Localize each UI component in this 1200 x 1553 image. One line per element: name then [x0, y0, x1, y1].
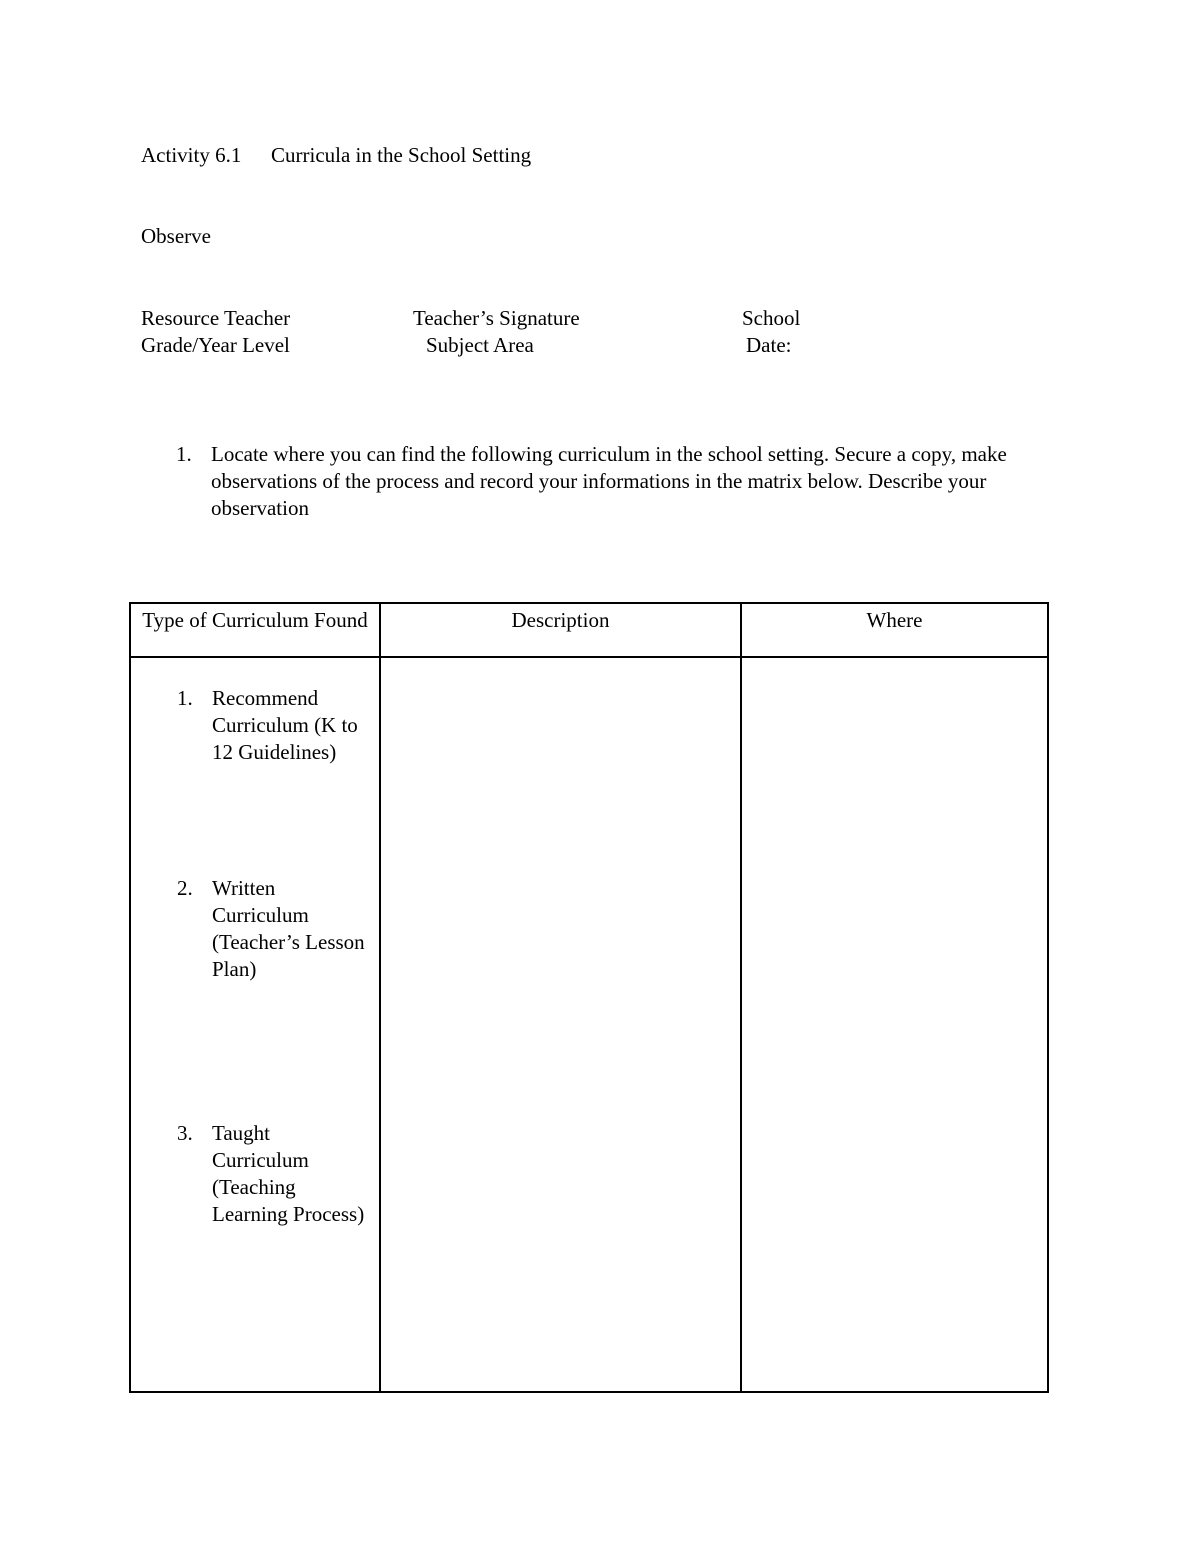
instruction-number: 1.: [176, 442, 192, 466]
grade-level-label: Grade/Year Level: [141, 333, 290, 357]
activity-heading: [141, 142, 531, 169]
activity-number: Activity 6.1: [141, 143, 242, 167]
instruction-text: Locate where you can find the following curriculum in the school setting. Secure a copy, make observations of the process and record your informations in the matrix below. Describe your observation: [211, 442, 1007, 520]
item-label: Written Curriculum (Teacher’s Lesson Plan): [212, 876, 365, 981]
subject-area-label: Subject Area: [426, 333, 534, 357]
item-label: Taught Curriculum (Teaching Learning Process): [212, 1121, 365, 1226]
curriculum-matrix: [129, 602, 1049, 1393]
item-number: 1.: [177, 686, 193, 710]
matrix-body-row: [130, 657, 1048, 1392]
type-column-cell: [130, 657, 380, 1392]
header-where: Where: [741, 603, 1048, 657]
header-description: Description: [380, 603, 741, 657]
item-label: Recommend Curriculum (K to 12 Guidelines): [212, 686, 358, 764]
item-number: 3.: [177, 1121, 193, 1145]
description-cell[interactable]: [380, 657, 741, 1392]
resource-teacher-label: Resource Teacher: [141, 306, 291, 330]
header-type-of-curriculum: Type of Curriculum Found: [130, 603, 380, 657]
section-label: Observe: [141, 224, 211, 248]
teacher-signature-label: Teacher’s Signature: [413, 306, 580, 330]
item-number: 2.: [177, 876, 193, 900]
where-cell[interactable]: [741, 657, 1048, 1392]
activity-title: Curricula in the School Setting: [271, 143, 532, 167]
matrix-header-row: [130, 603, 1048, 657]
date-label: Date:: [746, 333, 792, 357]
school-label: School: [742, 306, 801, 330]
